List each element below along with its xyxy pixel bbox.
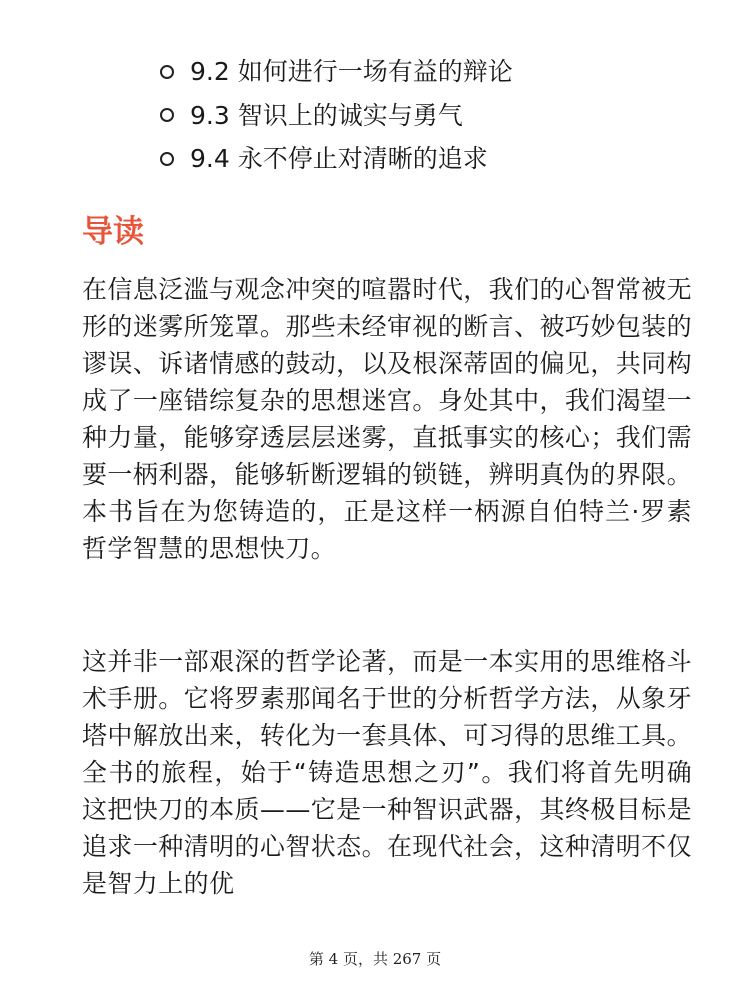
body-paragraph-1: 在信息泛滥与观念冲突的喧嚣时代，我们的心智常被无形的迷雾所笼罩。那些未经审视的断言、被巧妙包装的谬误、诉诸情感的鼓动，以及根深蒂固的偏见，共同构成了一座错综复杂的思想迷宫。身处其中，我们渴望一种力量，能够穿透层层迷雾，直抵事实的核心；我们需要一柄利器，能够斩断逻辑的锁链，辨明真伪的界限。本书旨在为您铸造的，正是这样一柄源自伯特兰·罗素哲学智慧的思想快刀。 xyxy=(82,275,692,563)
toc-item-label: 9.2 如何进行一场有益的辩论 xyxy=(190,57,513,86)
toc-item-9-3[interactable] xyxy=(160,94,513,138)
toc-item-label: 9.3 智识上的诚实与勇气 xyxy=(190,100,463,130)
section-heading: 导读 xyxy=(82,214,144,250)
table-of-contents-list xyxy=(160,50,513,181)
toc-item-label: 9.4 永不停止对清晰的追求 xyxy=(190,144,488,173)
toc-item-9-4[interactable] xyxy=(160,137,513,181)
body-paragraph-2: 这并非一部艰深的哲学论著，而是一本实用的思维格斗术手册。它将罗素那闻名于世的分析哲学方法，从象牙塔中解放出来，转化为一套具体、可习得的思维工具。全书的旅程，始于“铸造思想之刃”。我们将首先明确这把快刀的本质——它是一种智识武器，其终极目标是追求一种清明的心智状态。在现代社会，这种清明不仅是智力上的优 xyxy=(82,647,692,898)
circle-bullet-icon xyxy=(160,152,174,166)
circle-bullet-icon xyxy=(160,108,174,122)
toc-item-9-2[interactable] xyxy=(160,50,513,94)
circle-bullet-icon xyxy=(160,65,174,79)
page-number-footer: 第 4 页，共 267 页 xyxy=(308,950,442,968)
